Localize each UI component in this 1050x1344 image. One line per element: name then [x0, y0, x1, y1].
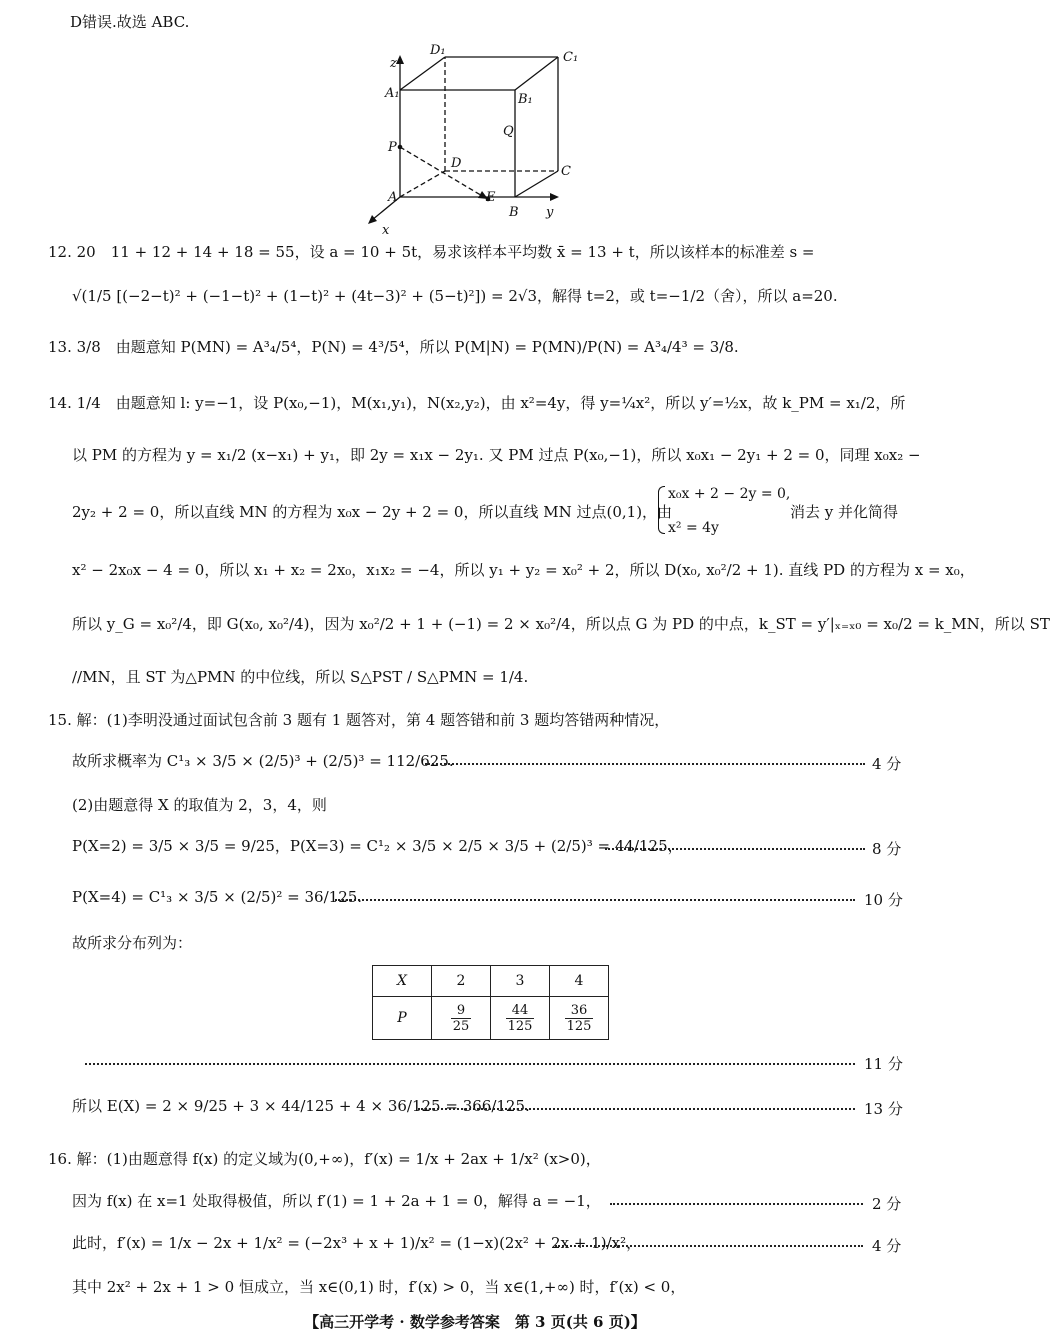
label-P: P: [388, 140, 397, 155]
table-row-x: [373, 966, 609, 997]
label-B1: B₁: [518, 92, 533, 107]
edge-D1-A1: [400, 57, 445, 90]
edge-B1-C1: [515, 57, 558, 90]
q15-dots-4: [605, 848, 865, 850]
label-A: A: [388, 190, 398, 205]
q15-score-7: 13 分: [864, 1100, 903, 1118]
q16-line1: 16. 解：(1)由题意得 f(x) 的定义域为(0,+∞)，f′(x) = 1/x + 2ax + 1/x² (x>0)，: [48, 1150, 601, 1168]
table-header-cell: 2: [432, 966, 491, 997]
q16-score-2: 2 分: [872, 1195, 902, 1213]
q16-dots-2: [610, 1203, 863, 1205]
table-header-cell: 3: [491, 966, 550, 997]
point-P: [398, 145, 403, 150]
label-Q: Q: [503, 124, 514, 139]
edge-A-D: [400, 171, 445, 197]
table-cell: $\frac{44}{125}$: [491, 997, 550, 1040]
q15-score-4: 8 分: [872, 840, 902, 858]
q15-dots-2: [425, 763, 865, 765]
q12-line1: 12. 20 11 + 12 + 14 + 18 = 55，设 a = 10 + 5t，易求该样本平均数 x̄ = 13 + t，所以该样本的标准差 s =: [48, 243, 815, 261]
q15-line5: P(X=4) = C¹₃ × 3/5 × (2/5)² = 36/125.: [72, 888, 363, 906]
q16-score-3: 4 分: [872, 1237, 902, 1255]
q15-line4: P(X=2) = 3/5 × 3/5 = 9/25，P(X=3) = C¹₂ × 3/5 × 2/5 × 3/5 + (2/5)³ = 44/125，: [72, 837, 683, 855]
table-row-label-p: P: [373, 997, 432, 1040]
q14-line4: x² − 2x₀x − 4 = 0，所以 x₁ + x₂ = 2x₀，x₁x₂ = −4，所以 y₁ + y₂ = x₀² + 2，所以 D(x₀, x₀²/2 + 1). 直线 PD 的方程为 x = x₀，: [72, 561, 975, 579]
q14-system-brace: [658, 486, 665, 534]
q14-line3a: 2y₂ + 2 = 0，所以直线 MN 的方程为 x₀x − 2y + 2 = 0，所以直线 MN 过点(0,1)，由: [72, 503, 673, 521]
q16-line3: 此时，f′(x) = 1/x − 2x + 1/x² = (−2x³ + x + 1)/x² = (1−x)(2x² + 2x + 1)/x²，: [72, 1234, 642, 1252]
q14-line6: //MN，且 ST 为△PMN 的中位线，所以 S△PST / S△PMN = 1/4.: [72, 668, 529, 686]
label-y: y: [546, 205, 554, 220]
q15-line3: (2)由题意得 X 的取值为 2，3，4，则: [72, 796, 327, 814]
table-row-p: [373, 997, 609, 1040]
q15-line7: 所以 E(X) = 2 × 9/25 + 3 × 44/125 + 4 × 36/125 = 366/125.: [72, 1097, 530, 1115]
label-A1: A₁: [385, 86, 400, 101]
label-D1: D₁: [430, 43, 446, 58]
q15-line6: 故所求分布列为：: [72, 934, 193, 952]
q15-line2: 故所求概率为 C¹₃ × 3/5 × (2/5)³ + (2/5)³ = 112/625.: [72, 752, 454, 770]
q15-score-5: 10 分: [864, 891, 903, 909]
q12-line2: √(1/5 [(−2−t)² + (−1−t)² + (1−t)² + (4t−3)² + (5−t)²]) = 2√3，解得 t=2，或 t=−1/2（舍），所以 a=20.: [72, 287, 838, 305]
table-header-cell: 4: [550, 966, 609, 997]
q15-score-table: 11 分: [864, 1055, 903, 1073]
q14-system-eq2: x² = 4y: [668, 520, 719, 536]
q15-dots-5: [335, 899, 855, 901]
table-cell: $\frac{36}{125}$: [550, 997, 609, 1040]
label-E: E: [486, 190, 496, 205]
q14-line3b: 消去 y 并化简得: [790, 503, 899, 521]
segment-P-E: [400, 147, 484, 197]
q16-dots-3: [555, 1245, 863, 1247]
label-z: z: [390, 56, 397, 71]
table-header-x: X: [373, 966, 432, 997]
page-footer: 【高三开学考 · 数学参考答案 第 3 页(共 6 页)】: [304, 1313, 646, 1331]
q15-line1: 15. 解：(1)李明没通过面试包含前 3 题有 1 题答对，第 4 题答错和前 3 题均答错两种情况，: [48, 711, 670, 729]
q16-line2: 因为 f(x) 在 x=1 处取得极值，所以 f′(1) = 1 + 2a + 1 = 0，解得 a = −1，: [72, 1192, 601, 1210]
label-C: C: [561, 164, 571, 179]
q13-text: 13. 3/8 由题意知 P(MN) = A³₄/5⁴，P(N) = 4³/5⁴，所以 P(M|N) = P(MN)/P(N) = A³₄/4³ = 3/8.: [48, 338, 739, 356]
label-x: x: [382, 223, 390, 238]
table-cell: $\frac{9}{25}$: [432, 997, 491, 1040]
q14-line2: 以 PM 的方程为 y = x₁/2 (x−x₁) + y₁，即 2y = x₁x − 2y₁. 又 PM 过点 P(x₀,−1)，所以 x₀x₁ − 2y₁ + 2 = 0，同理 x₀x₂ −: [72, 446, 921, 464]
label-D: D: [451, 156, 462, 171]
edge-B-C: [515, 171, 558, 197]
distribution-table: [372, 965, 609, 1040]
top-line: D错误.故选 ABC.: [70, 13, 190, 31]
q15-dots-table: [85, 1063, 855, 1065]
cube-figure: [360, 40, 590, 240]
q14-line1: 14. 1/4 由题意知 l: y=−1，设 P(x₀,−1)，M(x₁,y₁)，N(x₂,y₂)，由 x²=4y，得 y=¼x²，所以 y′=½x，故 k_PM = x₁/2，所: [48, 394, 906, 412]
z-arrowhead: [396, 55, 404, 64]
q14-system-eq1: x₀x + 2 − 2y = 0,: [668, 486, 791, 502]
q16-line4: 其中 2x² + 2x + 1 > 0 恒成立，当 x∈(0,1) 时，f′(x) > 0，当 x∈(1,+∞) 时，f′(x) < 0，: [72, 1278, 686, 1296]
label-B: B: [509, 205, 519, 220]
q15-dots-7: [418, 1108, 855, 1110]
q15-score-2: 4 分: [872, 755, 902, 773]
label-C1: C₁: [563, 50, 579, 65]
y-arrowhead: [550, 193, 559, 201]
q14-line5: 所以 y_G = x₀²/4，即 G(x₀, x₀²/4)，因为 x₀²/2 + 1 + (−1) = 2 × x₀²/4，所以点 G 为 PD 的中点，k_ST = y′|ₓ₌ₓ₀ = x₀/2 = k_MN，所以 ST: [72, 615, 1050, 633]
